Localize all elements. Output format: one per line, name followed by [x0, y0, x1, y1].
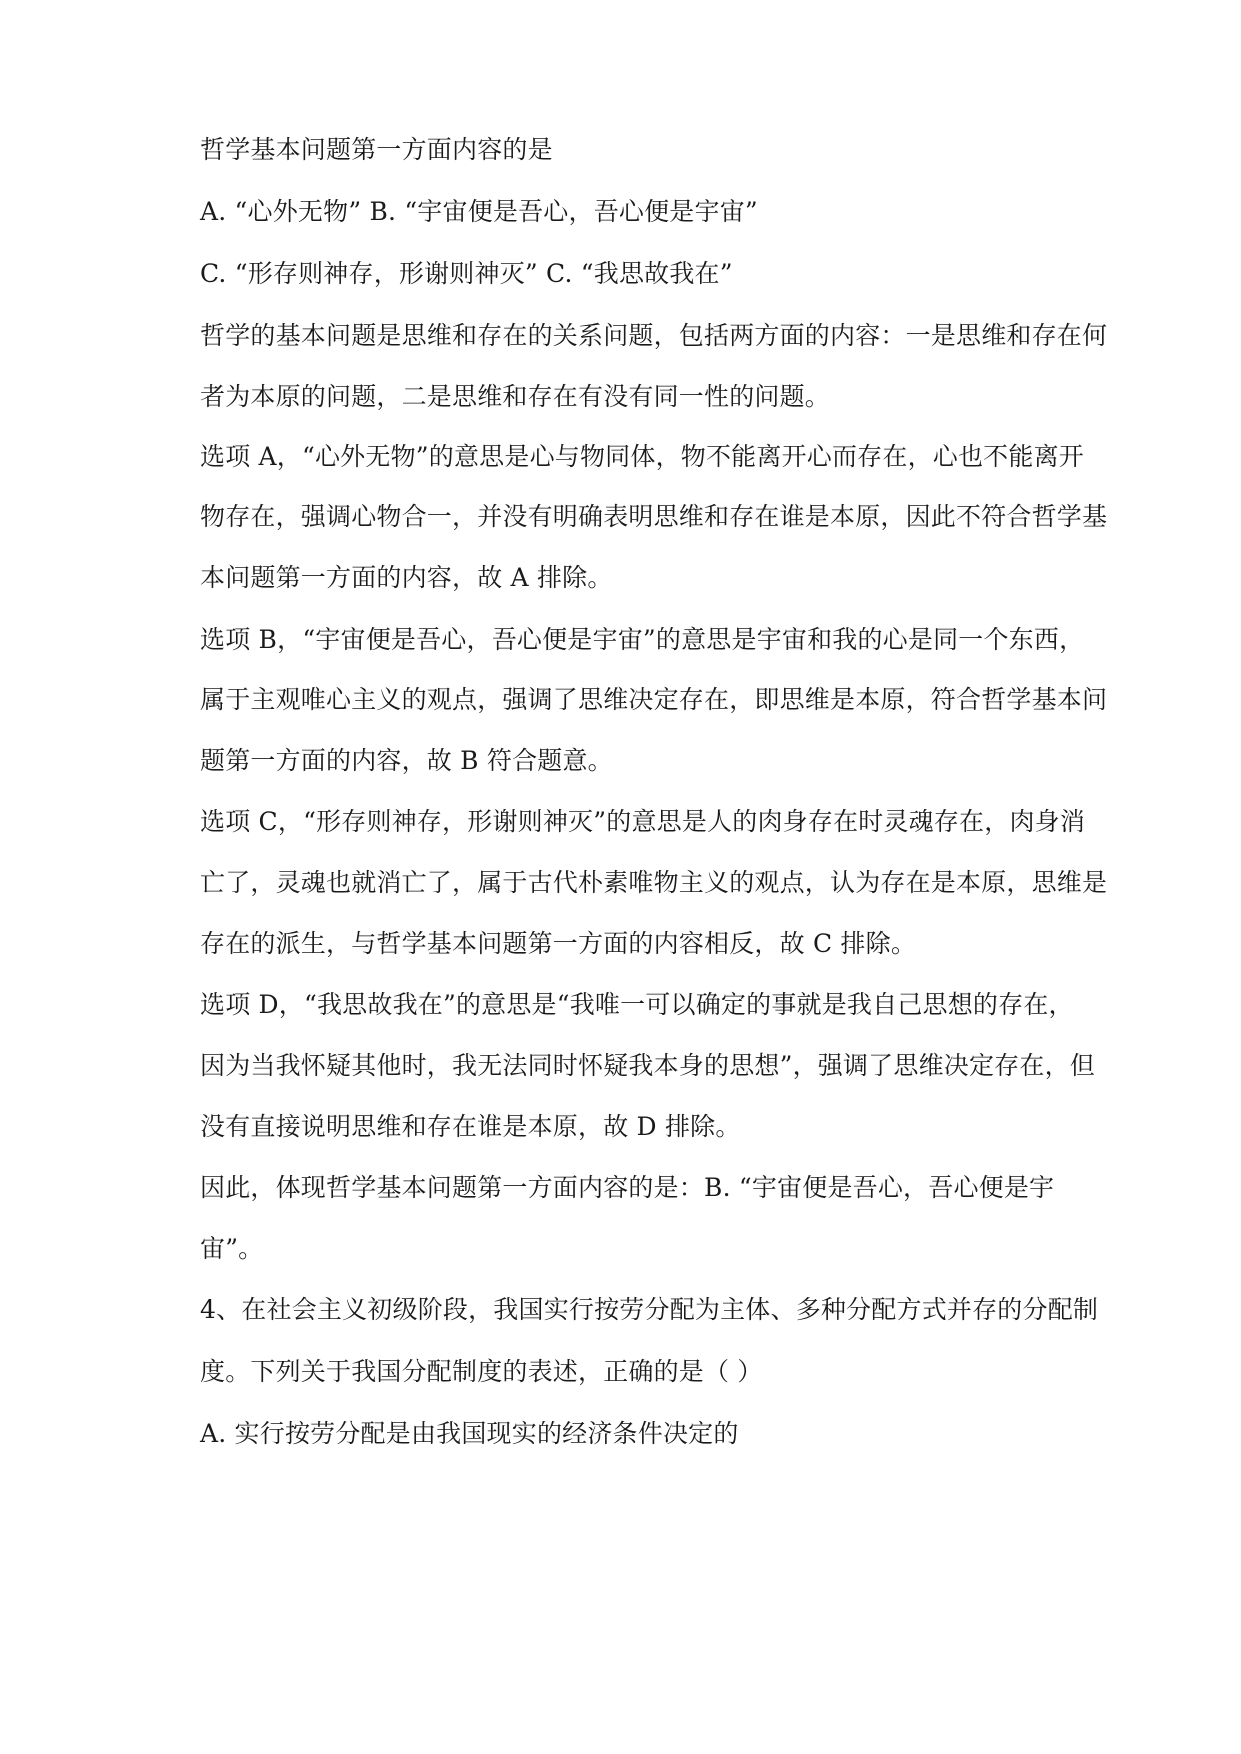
option-a-analysis: 物存在，强调心物合一，并没有明确表明思维和存在谁是本原，因此不符合哲学基	[200, 502, 1108, 531]
option-a-analysis: 选项 A，“心外无物”的意思是心与物同体，物不能离开心而存在，心也不能离开	[200, 442, 1084, 471]
option-d-analysis: 没有直接说明思维和存在谁是本原，故 D 排除。	[200, 1112, 741, 1141]
question-4-option-a: A. 实行按劳分配是由我国现实的经济条件决定的	[200, 1419, 739, 1448]
question-stem: 哲学基本问题第一方面内容的是	[200, 135, 553, 164]
option-c-analysis: 亡了，灵魂也就消亡了，属于古代朴素唯物主义的观点，认为存在是本原，思维是	[200, 868, 1108, 897]
question-4-stem: 4、在社会主义初级阶段，我国实行按劳分配为主体、多种分配方式并存的分配制	[200, 1295, 1099, 1324]
explanation-line: 哲学的基本问题是思维和存在的关系问题，包括两方面的内容：一是思维和存在何	[200, 321, 1108, 350]
option-b-analysis: 选项 B，“宇宙便是吾心，吾心便是宇宙”的意思是宇宙和我的心是同一个东西，	[200, 625, 1085, 654]
question-4-stem: 度。下列关于我国分配制度的表述，正确的是（ ）	[200, 1357, 763, 1386]
option-b-analysis: 属于主观唯心主义的观点，强调了思维决定存在，即思维是本原，符合哲学基本问	[200, 685, 1108, 714]
option-c-analysis: 存在的派生，与哲学基本问题第一方面的内容相反，故 C 排除。	[200, 929, 917, 958]
explanation-line: 者为本原的问题，二是思维和存在有没有同一性的问题。	[200, 382, 831, 411]
options-c-d: C. “形存则神存，形谢则神灭” C. “我思故我在”	[200, 259, 733, 288]
option-d-analysis: 因为当我怀疑其他时，我无法同时怀疑我本身的思想”，强调了思维决定存在，但	[200, 1051, 1095, 1080]
options-a-b: A. “心外无物” B. “宇宙便是吾心，吾心便是宇宙”	[200, 197, 758, 226]
option-d-analysis: 选项 D，“我思故我在”的意思是“我唯一可以确定的事就是我自己思想的存在，	[200, 990, 1074, 1019]
option-b-analysis: 题第一方面的内容，故 B 符合题意。	[200, 746, 613, 775]
conclusion: 宙”。	[200, 1234, 264, 1263]
option-a-analysis: 本问题第一方面的内容，故 A 排除。	[200, 563, 613, 592]
conclusion: 因此，体现哲学基本问题第一方面内容的是：B. “宇宙便是吾心，吾心便是宇	[200, 1173, 1055, 1202]
option-c-analysis: 选项 C，“形存则神存，形谢则神灭”的意思是人的肉身存在时灵魂存在，肉身消	[200, 807, 1086, 836]
